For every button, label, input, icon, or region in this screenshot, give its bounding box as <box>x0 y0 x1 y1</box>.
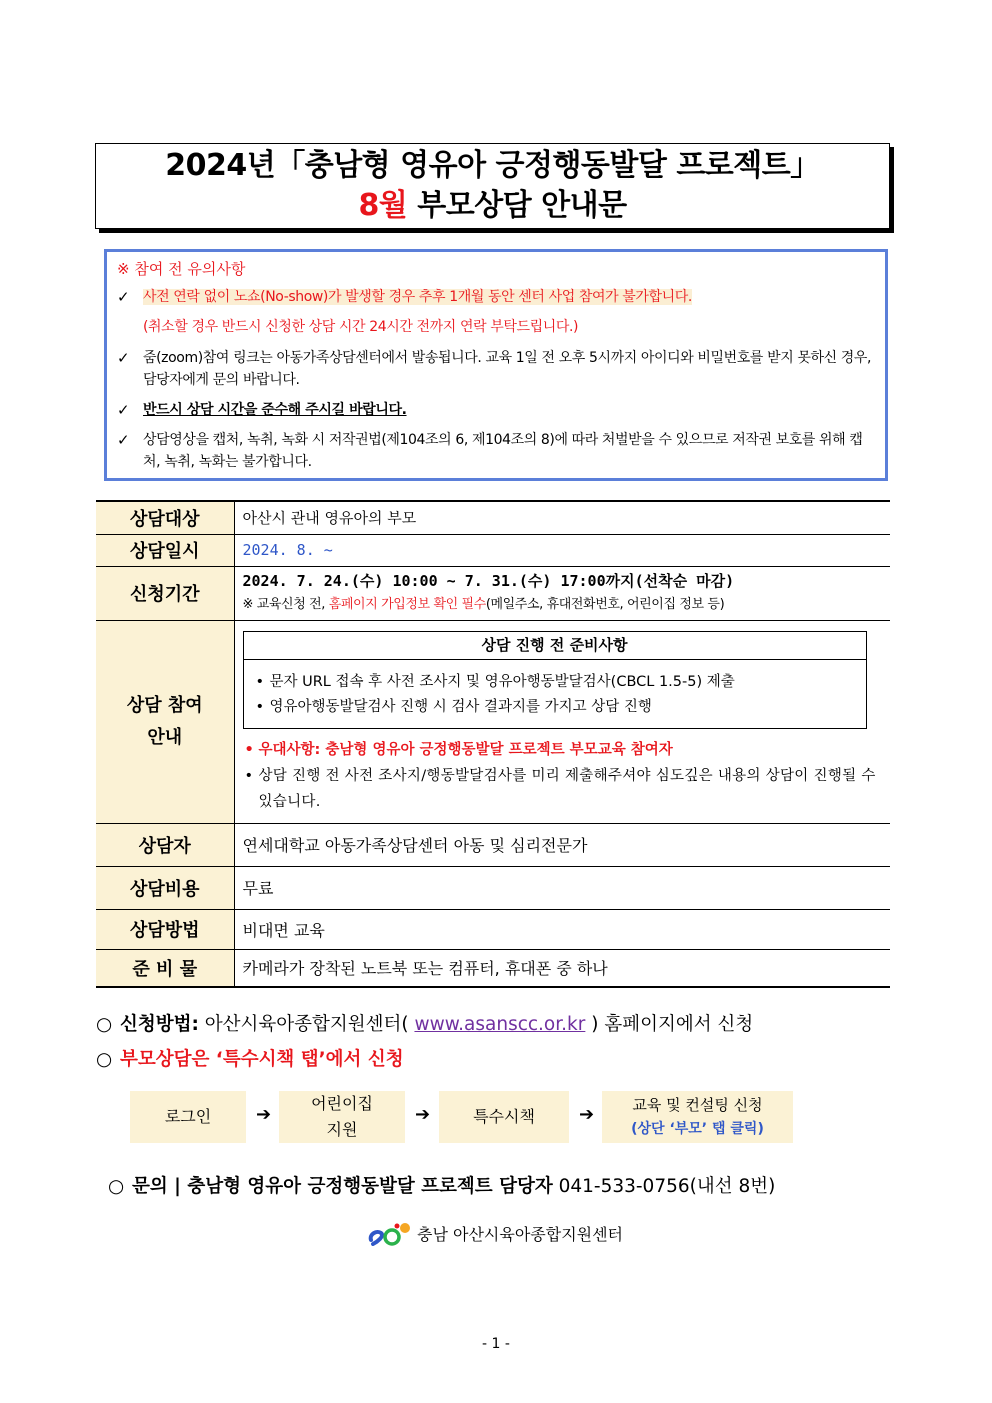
check-icon: ✓ <box>117 349 130 367</box>
check-icon: ✓ <box>117 401 130 419</box>
arrow-right-icon: ➔ <box>415 1104 431 1125</box>
table-row <box>96 501 890 534</box>
notice-item-time <box>117 400 877 421</box>
notice-box <box>104 249 888 481</box>
table-row <box>96 620 890 823</box>
prep-body <box>244 660 866 728</box>
circle-icon: ○ <box>108 1176 125 1197</box>
notice-item-cancel <box>117 317 877 338</box>
contact-line <box>108 1173 775 1201</box>
priority-note: • 우대사항: 충남형 영유아 긍정행동발달 프로젝트 부모교육 참여자 <box>243 737 883 763</box>
flow-step-login <box>130 1091 246 1143</box>
flow-step-daycare <box>279 1091 405 1143</box>
flow-step1-label: 로그인 <box>164 1107 212 1126</box>
flow-step2-line2: 지원 <box>326 1120 358 1139</box>
fee-label: 상담비용 <box>96 866 234 909</box>
counselor-value: 연세대학교 아동가족상담센터 아동 및 심리전문가 <box>234 823 890 866</box>
guide-label-2: 안내 <box>147 726 183 748</box>
apply-method <box>96 1011 753 1039</box>
title-box <box>95 143 890 229</box>
arrow-right-icon: ➔ <box>256 1104 272 1125</box>
table-row <box>96 949 890 987</box>
advance-note: • 상담 진행 전 사전 조사지/행동발달검사를 미리 제출해주셔야 심도깊은 내용의 상담이 진행될 수 있습니다. <box>243 763 883 815</box>
period-note-red: 홈페이지 가입정보 확인 필수 <box>328 597 486 612</box>
notice-item-copyright <box>117 429 877 473</box>
period-note-b: (메일주소, 휴대전화번호, 어린이집 정보 등) <box>485 597 725 612</box>
footer-org-name: 충남 아산시육아종합지원센터 <box>417 1224 624 1244</box>
footer-logo <box>367 1220 623 1246</box>
title-month: 8월 <box>358 188 408 223</box>
guide-cell <box>234 620 890 823</box>
apply-method-text-a: 아산시육아종합지원센터( <box>198 1014 415 1035</box>
notice-time-text: 반드시 상담 시간을 준수해 주시길 바랍니다. <box>143 402 407 418</box>
table-row <box>96 566 890 620</box>
target-label: 상담대상 <box>96 501 234 534</box>
period-value: 2024. 7. 24.(수) 10:00 ~ 7. 31.(수) 17:00까지(선착순 마감) <box>242 572 735 590</box>
prep-title: 상담 진행 전 준비사항 <box>244 632 866 660</box>
notice-item-zoom <box>117 347 877 391</box>
supplies-value: 카메라가 장착된 노트북 또는 컴퓨터, 휴대폰 중 하나 <box>234 949 890 987</box>
contact-label: 문의 | 충남형 영유아 긍정행동발달 프로젝트 담당자 <box>132 1176 553 1197</box>
guide-after <box>235 735 891 819</box>
prep-box <box>243 631 867 729</box>
check-icon: ✓ <box>117 431 130 449</box>
flow-step-special <box>439 1091 569 1143</box>
flow-step-consulting <box>602 1091 793 1143</box>
date-value: 2024. 8. ~ <box>234 534 890 566</box>
contact-phone: 041-533-0756(내선 8번) <box>552 1176 776 1197</box>
page-number: - 1 - <box>482 1336 510 1352</box>
guide-label-1: 상담 참여 <box>126 694 203 716</box>
apply-tab-note <box>96 1046 404 1074</box>
method-label: 상담방법 <box>96 909 234 949</box>
prep-item: • 문자 URL 접속 후 사전 조사지 및 영유아행동발달검사(CBCL 1.5-5) 제출 <box>254 670 856 695</box>
apply-method-label: 신청방법: <box>120 1014 199 1035</box>
guide-label <box>96 620 234 823</box>
title-line1: 2024년「충남형 영유아 긍정행동발달 프로젝트」 <box>165 148 820 183</box>
notice-cancel-text: (취소할 경우 반드시 신청한 상담 시간 24시간 전까지 연락 부탁드립니다.) <box>143 319 579 335</box>
supplies-label: 준 비 물 <box>96 949 234 987</box>
target-value: 아산시 관내 영유아의 부모 <box>234 501 890 534</box>
notice-item-noshow <box>117 287 877 308</box>
date-label: 상담일시 <box>96 534 234 566</box>
counselor-label: 상담자 <box>96 823 234 866</box>
circle-icon: ○ <box>96 1014 113 1035</box>
table-row <box>96 534 890 566</box>
method-value: 비대면 교육 <box>234 909 890 949</box>
title-rest: 부모상담 안내문 <box>407 188 627 223</box>
flow-step4-line1: 교육 및 컨설팅 신청 <box>632 1096 763 1114</box>
info-table <box>96 500 890 988</box>
apply-method-text-b: ) 홈페이지에서 신청 <box>585 1014 754 1035</box>
arrow-right-icon: ➔ <box>579 1104 595 1125</box>
fee-value: 무료 <box>234 866 890 909</box>
flow-step4-line2: (상단 ‘부모’ 탭 클릭) <box>631 1121 764 1137</box>
notice-noshow-text: 사전 연락 없이 노쇼(No-show)가 발생할 경우 추후 1개월 동안 센터 사업 참여가 불가합니다. <box>143 289 692 305</box>
notice-copyright-text: 상담영상을 캡처, 녹취, 녹화 시 저작권법(제104조의 6, 제104조의 8)에 따라 처벌받을 수 있으므로 저작권 보호를 위해 캡처, 녹취, 녹화는 불가합니다. <box>143 432 863 470</box>
notice-zoom-text: 줌(zoom)참여 링크는 아동가족상담센터에서 발송됩니다. 교육 1일 전 오후 5시까지 아이디와 비밀번호를 받지 못하신 경우, 담당자에게 문의 바랍니다. <box>143 350 872 388</box>
period-note <box>243 593 891 617</box>
center-logo-icon <box>367 1220 413 1246</box>
table-row <box>96 909 890 949</box>
title-line2 <box>96 186 889 226</box>
prep-item: • 영유아행동발달검사 진행 시 검사 결과지를 가지고 상담 진행 <box>254 695 856 720</box>
homepage-link[interactable]: www.asanscc.or.kr <box>414 1014 586 1035</box>
flow-step3-label: 특수시책 <box>473 1107 535 1126</box>
period-cell <box>234 566 890 620</box>
period-label: 신청기간 <box>96 566 234 620</box>
check-icon: ✓ <box>117 288 130 306</box>
period-note-a: ※ 교육신청 전, <box>242 597 329 612</box>
table-row <box>96 866 890 909</box>
apply-tab-text: 부모상담은 ‘특수시책 탭’에서 신청 <box>120 1049 404 1070</box>
circle-icon: ○ <box>96 1049 113 1070</box>
notice-heading: ※ 참여 전 유의사항 <box>117 260 246 278</box>
table-row <box>96 823 890 866</box>
flow-step2-line1: 어린이집 <box>311 1094 373 1113</box>
